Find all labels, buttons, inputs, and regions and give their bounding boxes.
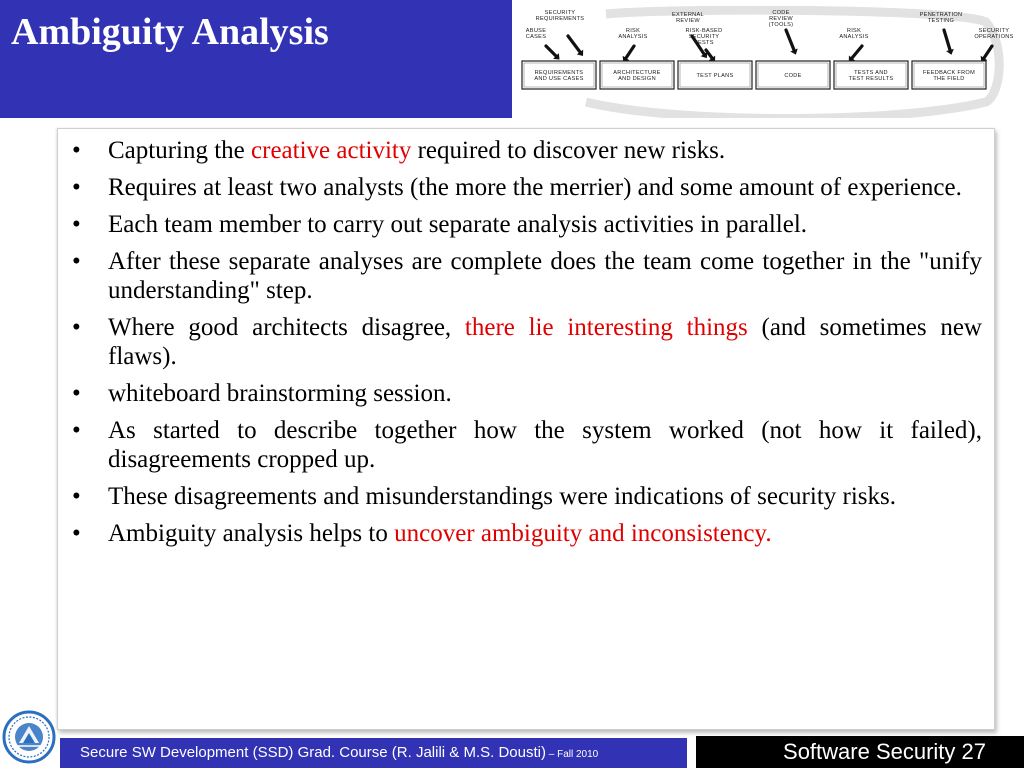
touchpoint-label: SECURITY bbox=[688, 34, 720, 40]
bullet-list bbox=[70, 136, 982, 556]
touchpoint-label: PENETRATION bbox=[919, 12, 963, 18]
touchpoint-label: CASES bbox=[525, 34, 547, 40]
touchpoint-label: RISK bbox=[625, 28, 641, 34]
touchpoint-label: OPERATIONS bbox=[974, 34, 1014, 40]
bullet-text: After these separate analyses are complete does the team come together in the "unify understanding" step. bbox=[108, 248, 982, 304]
bullet-dot: • bbox=[72, 483, 81, 510]
touchpoint-label: SECURITY bbox=[978, 28, 1010, 34]
touchpoint-arrow-shaft bbox=[568, 36, 580, 52]
touchpoint-label: RISK-BASED bbox=[685, 28, 723, 34]
bullet-item bbox=[70, 247, 982, 305]
touchpoint-label: ANALYSIS bbox=[839, 34, 869, 40]
touchpoint-arrow-shaft bbox=[944, 30, 950, 50]
phase-label: TEST RESULTS bbox=[848, 76, 894, 82]
bullet-text: Requires at least two analysts (the more the merrier) and some amount of experience. bbox=[108, 174, 962, 201]
bullet-item bbox=[70, 482, 982, 511]
bullet-dot: • bbox=[72, 520, 81, 547]
sdl-touchpoints-diagram bbox=[516, 6, 1024, 118]
bullet-dot: • bbox=[72, 137, 81, 164]
touchpoint-arrow-shaft bbox=[786, 30, 794, 50]
phase-label: AND DESIGN bbox=[618, 76, 656, 82]
bullet-dot: • bbox=[72, 211, 81, 238]
touchpoint-label: (TOOLS) bbox=[768, 22, 794, 28]
touchpoint-label: REVIEW bbox=[676, 18, 700, 24]
title-bar bbox=[0, 0, 512, 118]
sdl-diagram-svg bbox=[516, 6, 1024, 118]
bullet-dot: • bbox=[72, 174, 81, 201]
bullet-item bbox=[70, 379, 982, 408]
bullet-item bbox=[70, 173, 982, 202]
bullet-text: Capturing the bbox=[108, 137, 252, 164]
phase-label: TESTS AND bbox=[854, 70, 888, 76]
touchpoint-label: TESTS bbox=[694, 40, 714, 46]
phase-label: TEST PLANS bbox=[696, 73, 734, 79]
bullet-text: required to discover new risks. bbox=[411, 137, 726, 164]
touchpoint-arrow-shaft bbox=[852, 46, 862, 58]
footer-course-text: Secure SW Development (SSD) Grad. Course (R. Jalili & M.S. Dousti bbox=[80, 744, 541, 761]
bullet-text: As started to describe together how the system worked (not how it failed), disagreements cropped up. bbox=[108, 417, 982, 473]
bullet-dot: • bbox=[72, 417, 81, 444]
bullet-item bbox=[70, 416, 982, 474]
touchpoint-label: ABUSE bbox=[525, 28, 547, 34]
touchpoint-label: EXTERNAL bbox=[672, 12, 704, 18]
bullet-text: Each team member to carry out separate analysis activities in parallel. bbox=[108, 211, 808, 238]
bullet-item bbox=[70, 136, 982, 165]
touchpoint-label: REVIEW bbox=[769, 16, 793, 22]
footer-course-close: ) bbox=[540, 744, 546, 761]
touchpoint-label: RISK bbox=[846, 28, 862, 34]
phase-label: AND USE CASES bbox=[534, 76, 584, 82]
bullet-dot: • bbox=[72, 314, 81, 341]
phase-label: REQUIREMENTS bbox=[534, 70, 584, 76]
phase-label: THE FIELD bbox=[933, 76, 965, 82]
footer-course-bar bbox=[60, 738, 687, 768]
slide-title: Ambiguity Analysis bbox=[11, 11, 329, 53]
bullet-highlight-text: there lie interesting things bbox=[464, 314, 748, 341]
touchpoint-arrow-shaft bbox=[546, 46, 556, 56]
bullet-dot: • bbox=[72, 248, 81, 275]
touchpoint-label: CODE bbox=[772, 10, 790, 16]
bullet-item bbox=[70, 210, 982, 239]
bullet-text: (and sometimes new flaws). bbox=[108, 314, 982, 370]
touchpoint-label: TESTING bbox=[927, 18, 955, 24]
university-seal-icon bbox=[2, 708, 56, 766]
bullet-text: Ambiguity analysis helps to bbox=[108, 520, 395, 547]
touchpoint-arrow-shaft bbox=[984, 46, 992, 58]
phase-label: ARCHITECTURE bbox=[613, 70, 661, 76]
bullet-text: These disagreements and misunderstandings were indications of security risks. bbox=[108, 483, 897, 510]
footer-term: – Fall 2010 bbox=[545, 749, 599, 760]
bullet-highlight-text: creative activity bbox=[251, 137, 412, 164]
bullet-text: Where good architects disagree, bbox=[108, 314, 465, 341]
content-box bbox=[57, 128, 995, 730]
footer-slide-number: Software Security 27 bbox=[696, 736, 1024, 768]
bullet-dot: • bbox=[72, 380, 81, 407]
bullet-item bbox=[70, 519, 982, 548]
touchpoint-label: ANALYSIS bbox=[618, 34, 648, 40]
bullet-item bbox=[70, 313, 982, 371]
phase-label: CODE bbox=[784, 73, 802, 79]
touchpoint-arrow-shaft bbox=[626, 46, 634, 58]
bullet-highlight-text: uncover ambiguity and inconsistency. bbox=[394, 520, 772, 547]
touchpoint-label: REQUIREMENTS bbox=[535, 16, 585, 22]
bullet-text: whiteboard brainstorming session. bbox=[108, 380, 452, 407]
university-logo bbox=[2, 708, 56, 766]
touchpoint-label: SECURITY bbox=[544, 10, 576, 16]
phase-label: FEEDBACK FROM bbox=[922, 70, 976, 76]
